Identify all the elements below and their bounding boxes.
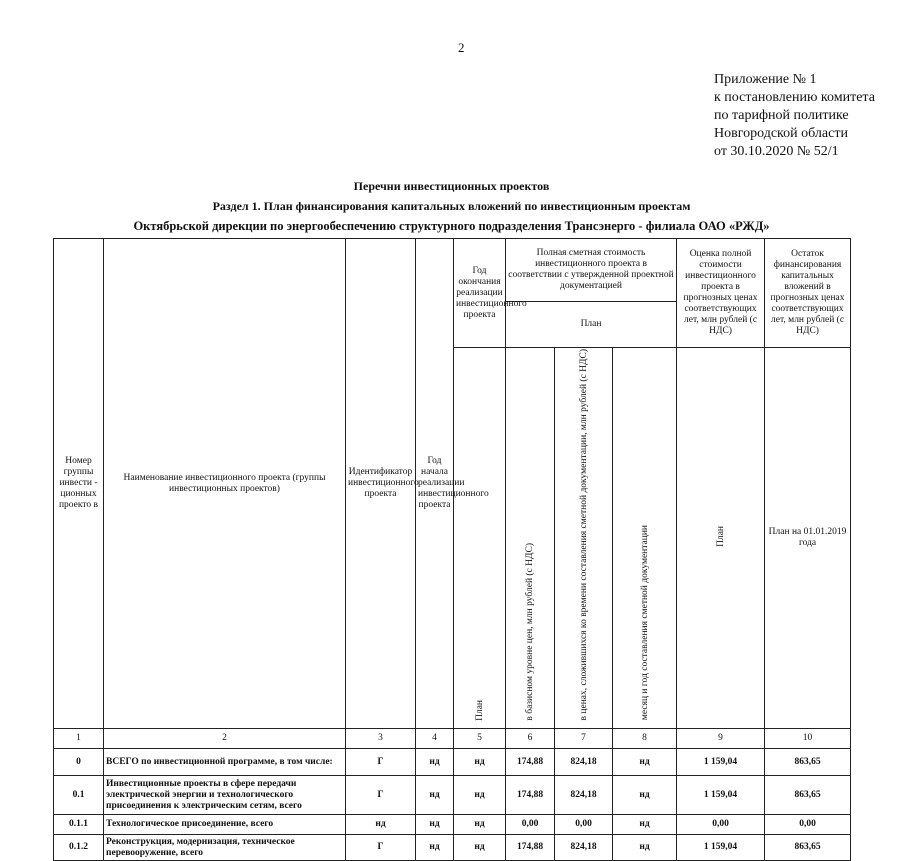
row-end-year: нд [454, 835, 506, 861]
header-end-year-plan [454, 348, 506, 729]
row-start-year: нд [416, 776, 454, 815]
appendix-line: Приложение № 1 [714, 72, 817, 87]
row-base-price: 174,88 [506, 776, 555, 815]
organization-title: Октябрьской дирекции по энергообеспечению структурного подразделения Трансэнерго - филиала ОАО «РЖД» [133, 219, 770, 233]
row-number: 0 [54, 749, 104, 776]
row-start-year: нд [416, 815, 454, 835]
row-name: ВСЕГО по инвестиционной программе, в том числе: [104, 749, 346, 776]
row-start-year: нд [416, 835, 454, 861]
row-current-price: 824,18 [555, 749, 613, 776]
header-start-year: Год начала реализации инвестиционного проекта [416, 239, 454, 729]
header-base-price [506, 348, 555, 729]
row-base-price: 0,00 [506, 815, 555, 835]
appendix-line: по тарифной политике [714, 108, 849, 123]
header-estimate-date-text: месяц и год составления сметной документации [639, 525, 650, 721]
row-remaining: 863,65 [765, 749, 851, 776]
row-identifier: Г [346, 835, 416, 861]
row-estimate-date: нд [613, 815, 677, 835]
row-end-year: нд [454, 749, 506, 776]
header-base-price-text: в базисном уровне цен, млн рублей (с НДС) [525, 542, 535, 721]
column-number: 8 [613, 729, 677, 749]
column-number: 10 [765, 729, 851, 749]
column-number: 4 [416, 729, 454, 749]
header-estimate-date [613, 348, 677, 729]
row-end-year: нд [454, 776, 506, 815]
header-end-year: Год окончания реализации инвестиционного проекта [454, 239, 506, 348]
column-number: 2 [104, 729, 346, 749]
row-identifier: нд [346, 815, 416, 835]
header-group-number: Номер группы инвести - ционных проекто в [54, 239, 104, 729]
section-title: Раздел 1. План финансирования капитальных вложений по инвестиционным проектам [212, 199, 691, 213]
header-cost-estimate: Оценка полной стоимости инвестиционного проекта в прогнозных ценах соответствующих лет, млн рублей (с НДС) [677, 239, 765, 348]
header-end-year-plan-text: План [474, 699, 485, 721]
row-current-price: 824,18 [555, 835, 613, 861]
document-title: Перечни инвестиционных проектов [353, 179, 550, 193]
row-number: 0.1.1 [54, 815, 104, 835]
table-row [54, 776, 851, 815]
page-number: 2 [458, 40, 465, 55]
row-cost-estimate: 1 159,04 [677, 835, 765, 861]
row-base-price: 174,88 [506, 749, 555, 776]
header-current-price [555, 348, 613, 729]
header-estimate-plan [677, 348, 765, 729]
row-estimate-date: нд [613, 749, 677, 776]
column-number: 9 [677, 729, 765, 749]
header-identifier: Идентификатор инвестиционного проекта [346, 239, 416, 729]
row-number: 0.1.2 [54, 835, 104, 861]
row-estimate-date: нд [613, 835, 677, 861]
row-estimate-date: нд [613, 776, 677, 815]
header-full-cost: Полная сметная стоимость инвестиционного проекта в соответствии с утвержденной проектной документацией [506, 239, 677, 302]
header-estimate-plan-text: План [715, 525, 726, 547]
row-remaining: 863,65 [765, 835, 851, 861]
row-remaining: 0,00 [765, 815, 851, 835]
header-remaining-plan: План на 01.01.2019 года [765, 348, 851, 729]
column-number: 7 [555, 729, 613, 749]
row-name: Инвестиционные проекты в сфере передачи электрической энергии и технологического присоединения к электрическим сетям, всего [104, 776, 346, 815]
appendix-line: к постановлению комитета [714, 90, 875, 105]
row-start-year: нд [416, 749, 454, 776]
row-number: 0.1 [54, 776, 104, 815]
row-identifier: Г [346, 776, 416, 815]
row-base-price: 174,88 [506, 835, 555, 861]
table-row [54, 749, 851, 776]
column-number: 5 [454, 729, 506, 749]
row-cost-estimate: 0,00 [677, 815, 765, 835]
appendix-line: Новгородской области [714, 126, 848, 141]
column-number: 6 [506, 729, 555, 749]
row-cost-estimate: 1 159,04 [677, 749, 765, 776]
row-cost-estimate: 1 159,04 [677, 776, 765, 815]
row-remaining: 863,65 [765, 776, 851, 815]
header-remaining-financing: Остаток финансирования капитальных вложений в прогнозных ценах соответствующих лет, млн рублей (с НДС) [765, 239, 851, 348]
column-number: 1 [54, 729, 104, 749]
table-row [54, 835, 851, 861]
row-current-price: 824,18 [555, 776, 613, 815]
row-end-year: нд [454, 815, 506, 835]
header-current-price-text: в ценах, сложившихся ко времени составления сметной документации, млн рублей (с НДС) [578, 349, 589, 721]
header-plan-group: План [506, 302, 677, 348]
table-row [54, 815, 851, 835]
header-project-name: Наименование инвестиционного проекта (группы инвестиционных проектов) [104, 239, 346, 729]
row-name: Реконструкция, модернизация, техническое перевооружение, всего [104, 835, 346, 861]
appendix-block [714, 71, 875, 161]
row-current-price: 0,00 [555, 815, 613, 835]
row-identifier: Г [346, 749, 416, 776]
appendix-line: от 30.10.2020 № 52/1 [714, 144, 839, 159]
column-number: 3 [346, 729, 416, 749]
row-name: Технологическое присоединение, всего [104, 815, 346, 835]
investment-table [53, 238, 851, 861]
